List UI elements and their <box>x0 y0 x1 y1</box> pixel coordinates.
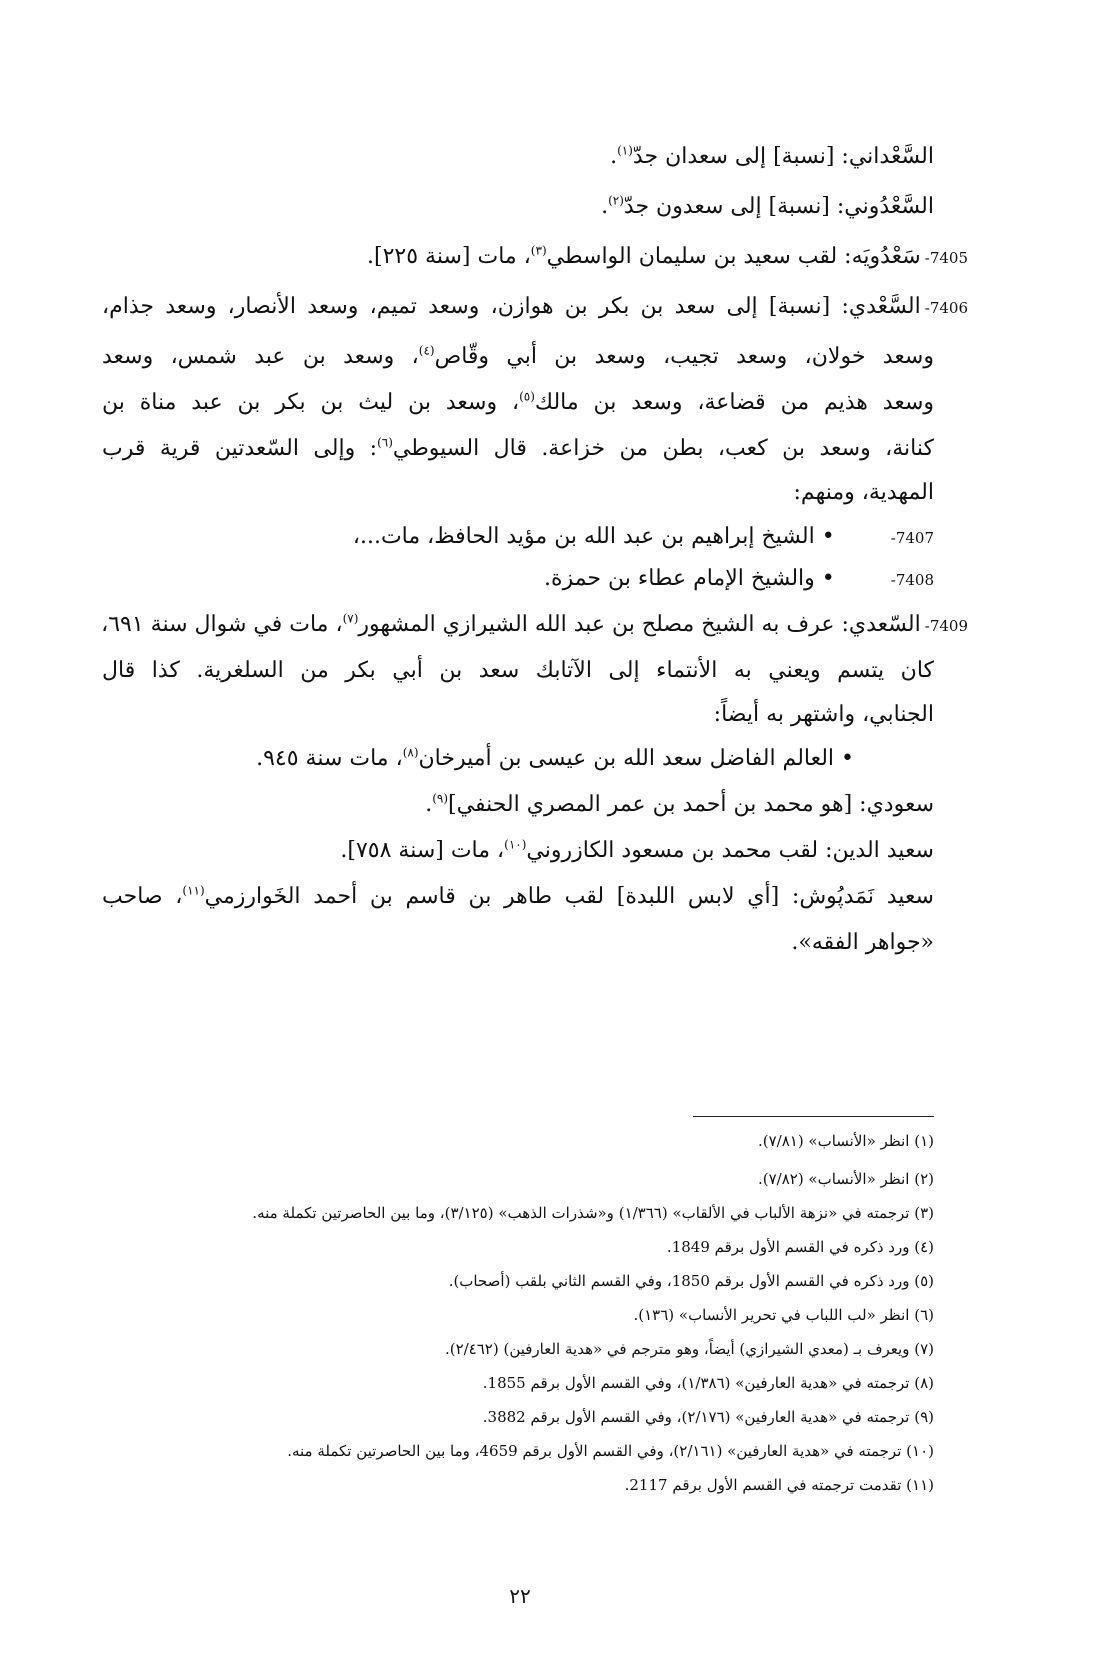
entry-line: سعيد الدين: لقب محمد بن مسعود الكازروني$^{(١٠)}$، مات [سنة ٧٥٨]. <box>340 837 934 863</box>
footnote: (٥) ورد ذكره في القسم الأول برقم 1850، وفي القسم الثاني بلقب (أصحاب). <box>448 1272 934 1290</box>
entry-line: • العالم الفاضل سعد الله بن عيسى بن أميرخان$^{(٨)}$، مات سنة ٩٤٥. <box>256 745 854 771</box>
entry-number: 7406- <box>924 299 968 317</box>
entry-line: السَّعْدُوني: [نسبة] إلى سعدون جدّ$^{(٢)}$. <box>601 193 934 219</box>
footnote-separator <box>693 1116 934 1117</box>
entry-line: وسعد خولان، وسعد تجيب، وسعد بن أبي وقّاص$^{(٤)}$، وسعد بن عبد شمس، وسعد <box>102 343 934 369</box>
entry-line: 7407-• الشيخ إبراهيم بن عبد الله بن مؤيد الحافظ، مات...، <box>352 524 934 549</box>
entry-line: كان يتسم ويعني به الأنتماء إلى الآتابك سعد بن أبي بكر من السلغرية. كذا قال <box>102 658 934 683</box>
entry-number: 7405- <box>924 249 968 267</box>
entry-line: 7409-السّعدي: عرف به الشيخ مصلح بن عبد الله الشيرازي المشهور$^{(٧)}$، مات في شوال سنة ٦٩١، <box>101 611 968 637</box>
footnote: (٢) انظر «الأنساب» (٧/٨٢). <box>757 1170 934 1188</box>
entry-line: السَّعْداني: [نسبة] إلى سعدان جدّ$^{(١)}$. <box>610 143 934 169</box>
footnote: (٤) ورد ذكره في القسم الأول برقم 1849. <box>666 1238 934 1256</box>
entry-line: سعودي: [هو محمد بن أحمد بن عمر المصري الحنفي]$^{(٩)}$. <box>425 791 934 817</box>
footnote: (١١) تقدمت ترجمته في القسم الأول برقم 2117. <box>624 1476 934 1494</box>
entry-line: الجنابي، واشتهر به أيضاً: <box>713 702 934 727</box>
entry-line: 7405-سَعْدُويَه: لقب سعيد بن سليمان الواسطي$^{(٣)}$، مات [سنة ٢٢٥]. <box>367 243 968 269</box>
entry-line: 7406-السَّعْدي: [نسبة] إلى سعد بن بكر بن هوازن، وسعد تميم، وسعد الأنصار، وسعد جذام، <box>102 294 968 319</box>
entry-line: 7408-• والشيخ الإمام عطاء بن حمزة. <box>544 566 934 591</box>
footnote: (٩) ترجمته في «هدية العارفين» (٢/١٧٦)، وفي القسم الأول برقم 3882. <box>482 1408 934 1426</box>
entry-line: سعيد نَمَدپُوش: [أي لابس اللبدة] لقب طاهر بن قاسم بن أحمد الخَوارزمي$^{(١١)}$، صاحب <box>102 883 934 909</box>
entry-number: 7408- <box>890 571 934 589</box>
entry-line: كنانة، وسعد بن كعب، بطن من خزاعة. قال السيوطي$^{(٦)}$: وإلى السّعدتين قرية قرب <box>102 435 934 461</box>
entry-line: المهدية، ومنهم: <box>793 480 934 505</box>
footnote: (١٠) ترجمته في «هدية العارفين» (٢/١٦١)، وفي القسم الأول برقم 4659، وما بين الحاصرتين تكملة منه. <box>287 1442 934 1460</box>
entry-number: 7409- <box>924 617 968 635</box>
entry-line: وسعد هذيم من قضاعة، وسعد بن مالك$^{(٥)}$، وسعد بن ليث بن بكر بن عبد مناة بن <box>102 389 935 415</box>
entry-number: 7407- <box>890 529 934 547</box>
entry-line: «جواهر الفقه». <box>791 930 934 955</box>
page-number: ٢٢ <box>509 1584 531 1608</box>
footnote: (٣) ترجمته في «نزهة الألباب في الألقاب» (١/٣٦٦) و«شذرات الذهب» (٣/١٢٥)، وما بين الحاصرتين تكملة منه. <box>252 1204 934 1222</box>
footnote: (٦) انظر «لب اللباب في تحرير الأنساب» (١٣٦). <box>633 1306 934 1324</box>
footnote: (١) انظر «الأنساب» (٧/٨١). <box>757 1132 934 1150</box>
footnote: (٧) ويعرف بـ (معدي الشيرازي) أيضاً، وهو مترجم في «هدية العارفين) (٢/٤٦٢). <box>444 1340 934 1358</box>
footnote: (٨) ترجمته في «هدية العارفين» (١/٣٨٦)، وفي القسم الأول برقم 1855. <box>482 1374 934 1392</box>
